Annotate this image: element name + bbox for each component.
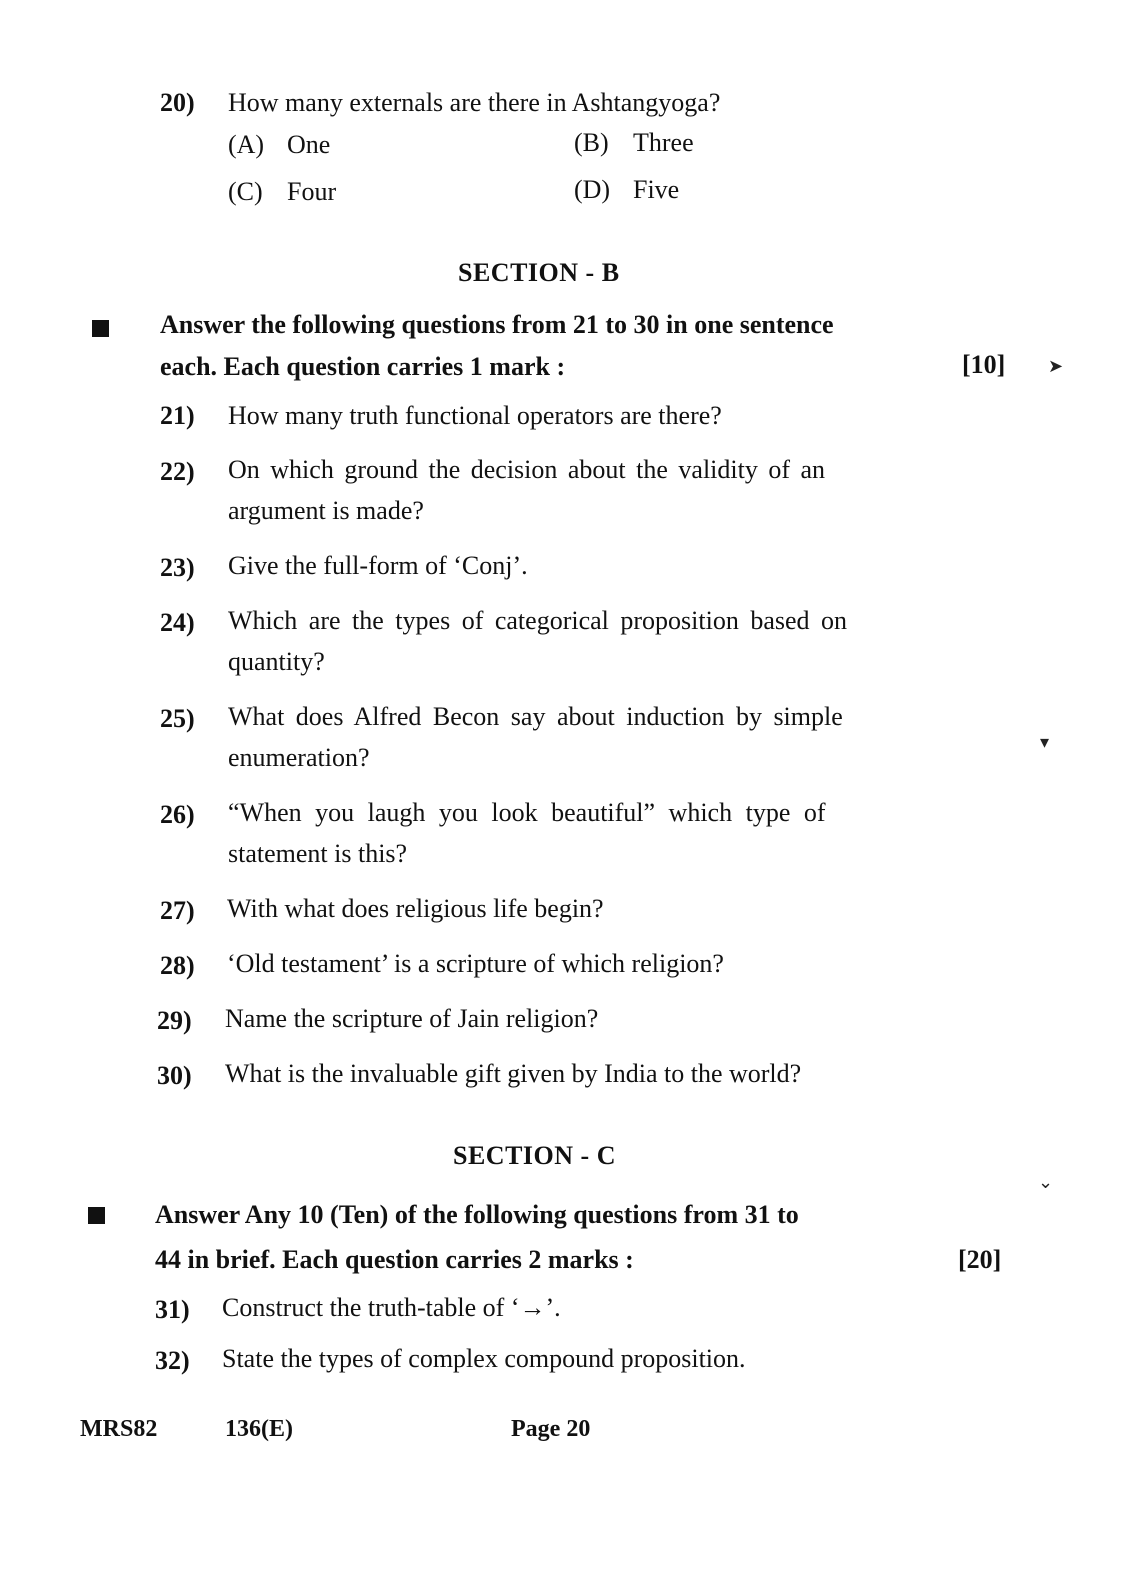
question-number: 26): [160, 800, 195, 829]
question-number: 27): [160, 896, 195, 925]
section-b-marks: [10]: [962, 350, 1006, 379]
question-number: 24): [160, 608, 195, 637]
question-number: 20): [160, 88, 195, 117]
question-number: 32): [155, 1346, 190, 1375]
question-text: Which are the types of categorical proposition based on: [228, 606, 848, 635]
question-number: 30): [157, 1061, 192, 1090]
bullet-square-icon: [92, 320, 109, 337]
question-text: How many externals are there in Ashtangyoga?: [228, 88, 721, 117]
pen-mark-icon: ➤: [1048, 356, 1064, 376]
question-text: How many truth functional operators are there?: [228, 401, 722, 430]
question-text: argument is made?: [228, 496, 424, 525]
question-number: 29): [157, 1006, 192, 1035]
question-text: On which ground the decision about the validity of an: [228, 455, 826, 484]
pen-mark-icon: ▾: [1040, 732, 1050, 752]
option-label: (C): [228, 177, 263, 206]
question-text: What does Alfred Becon say about induction by simple: [228, 702, 843, 731]
section-c-marks: [20]: [958, 1245, 1002, 1274]
option-text: Three: [633, 128, 694, 157]
question-text: “When you laugh you look beautiful” which type of: [228, 798, 826, 827]
question-number: 25): [160, 704, 195, 733]
question-number: 23): [160, 553, 195, 582]
section-c-instruction: Answer Any 10 (Ten) of the following questions from 31 to: [155, 1200, 799, 1229]
question-number: 31): [155, 1295, 190, 1324]
question-number: 21): [160, 401, 195, 430]
option-label: (A): [228, 130, 265, 159]
section-b-instruction: each. Each question carries 1 mark :: [160, 352, 566, 381]
question-text: quantity?: [228, 647, 325, 676]
option-label: (D): [574, 175, 611, 204]
option-label: (B): [574, 128, 609, 157]
section-c-instruction: 44 in brief. Each question carries 2 marks :: [155, 1245, 634, 1274]
question-text: With what does religious life begin?: [227, 894, 604, 923]
option-text: One: [287, 130, 331, 159]
question-number: 28): [160, 951, 195, 980]
question-text: State the types of complex compound proposition.: [222, 1344, 746, 1373]
footer-code: MRS82: [80, 1416, 158, 1442]
question-text: Give the full-form of ‘Conj’.: [228, 551, 528, 580]
question-text: What is the invaluable gift given by India to the world?: [225, 1059, 802, 1088]
question-text: enumeration?: [228, 743, 370, 772]
footer-paper: 136(E): [225, 1416, 293, 1442]
section-b-title: SECTION - B: [458, 258, 620, 287]
question-text: ‘Old testament’ is a scripture of which religion?: [227, 949, 724, 978]
footer-page-number: Page 20: [511, 1416, 591, 1442]
question-text: Name the scripture of Jain religion?: [225, 1004, 599, 1033]
option-text: Four: [287, 177, 337, 206]
bullet-square-icon: [88, 1207, 105, 1224]
pen-mark-icon: ⌄: [1038, 1172, 1054, 1192]
question-number: 22): [160, 457, 195, 486]
section-c-title: SECTION - C: [453, 1141, 616, 1170]
option-text: Five: [633, 175, 680, 204]
question-text: statement is this?: [228, 839, 408, 868]
section-b-instruction: Answer the following questions from 21 to 30 in one sentence: [160, 310, 834, 339]
question-text: Construct the truth-table of ‘→’.: [222, 1293, 561, 1322]
